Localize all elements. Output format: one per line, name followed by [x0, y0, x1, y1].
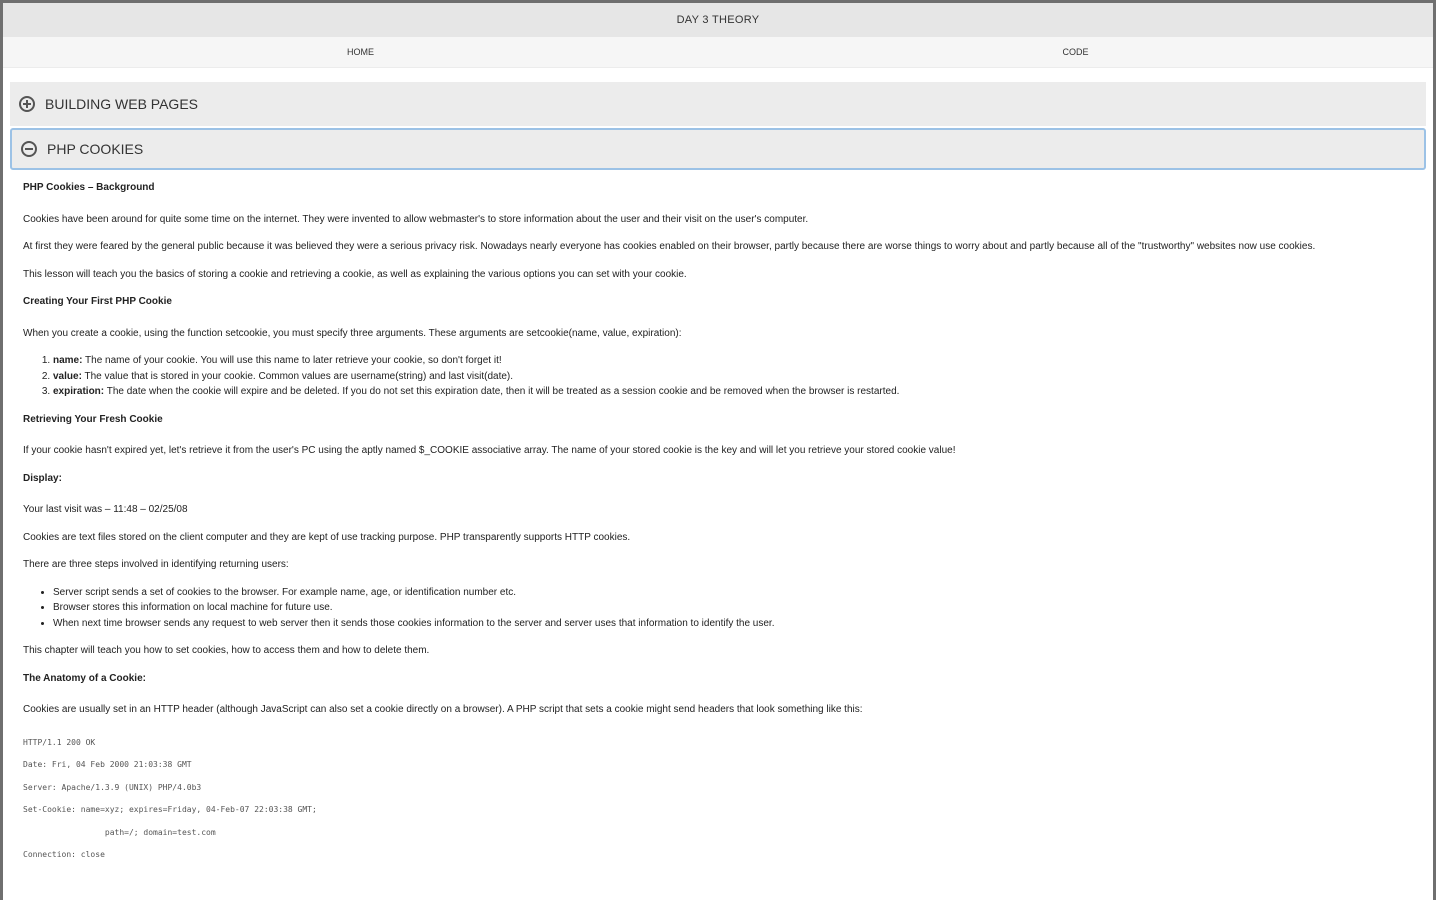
tab-code[interactable] — [718, 37, 1433, 67]
tab-home-label: HOME — [347, 47, 374, 57]
paragraph-7: Cookies are text files stored on the client computer and they are kept of use tracking purpose. PHP transparently supports HTTP cookies. — [23, 531, 631, 543]
arguments-list — [23, 353, 1413, 400]
nav-bar — [3, 37, 1433, 68]
code-line: HTTP/1.1 200 OK — [23, 737, 96, 747]
accordion-php-cookies[interactable] — [10, 128, 1426, 170]
argument-desc: The name of your cookie. You will use this name to later retrieve your cookie, so don't forget it! — [82, 355, 502, 366]
list-item: • Server script sends a set of cookies to the browser. For example name, age, or identification number etc. — [53, 585, 1413, 601]
list-item: • Browser stores this information on local machine for future use. — [53, 600, 1413, 616]
argument-term: expiration: — [53, 386, 105, 397]
accordion-building-web-pages[interactable] — [10, 82, 1426, 126]
heading-creating: Creating Your First PHP Cookie — [23, 296, 172, 307]
heading-display: Display: — [23, 472, 62, 484]
code-line: Set-Cookie: name=xyz; expires=Friday, 04-Feb-07 22:03:38 GMT; — [23, 805, 317, 814]
list-item — [53, 353, 1413, 369]
argument-desc: The value that is stored in your cookie. Common values are username(string) and last visit(date). — [81, 370, 514, 382]
heading-retrieving: Retrieving Your Fresh Cookie — [23, 413, 163, 425]
list-item — [53, 384, 1413, 400]
page-title: DAY 3 THEORY — [676, 14, 760, 26]
code-line: path=/; domain=test.com — [23, 827, 216, 837]
paragraph-4: When you create a cookie, using the function setcookie, you must specify three arguments. These arguments are setcookie(name, value, expiration): — [23, 327, 682, 339]
paragraph-5: If your cookie hasn't expired yet, let's retrieve it from the user's PC using the aptly named $_COOKIE associative array. The name of your stored cookie is the key and will let you retrieve your stored cookie value! — [23, 445, 956, 456]
accordion-building-title: BUILDING WEB PAGES — [45, 96, 198, 112]
paragraph-9: This chapter will teach you how to set cookies, how to access them and how to delete them. — [23, 645, 430, 656]
code-line: Server: Apache/1.3.9 (UNIX) PHP/4.0b3 — [23, 782, 202, 792]
list-item — [53, 369, 1413, 385]
tab-code-label: CODE — [1062, 47, 1089, 57]
accordion-php-cookies-content — [10, 170, 1426, 867]
heading-anatomy: The Anatomy of a Cookie: — [23, 672, 146, 684]
code-line: Date: Fri, 04 Feb 2000 21:03:38 GMT — [23, 760, 192, 769]
paragraph-3: This lesson will teach you the basics of storing a cookie and retrieving a cookie, as well as explaining the various options you can set with your cookie. — [23, 268, 687, 280]
accordion-cookies-title: PHP COOKIES — [47, 141, 144, 157]
code-block — [23, 732, 1413, 867]
list-item: • When next time browser sends any request to web server then it sends those cookies information to the server and server uses that information to identify the user. — [53, 616, 1413, 632]
argument-term: name: — [53, 355, 83, 366]
argument-term: value: — [53, 370, 82, 382]
code-line: Connection: close — [23, 850, 105, 859]
paragraph-10: Cookies are usually set in an HTTP header (although JavaScript can also set a cookie directly on a browser). A PHP script that sets a cookie might send headers that look something like this: — [23, 704, 863, 715]
argument-desc: The date when the cookie will expire and be deleted. If you do not set this expiration date, then it will be treated as a session cookie and be removed when the browser is restarted. — [104, 386, 900, 397]
paragraph-2: At first they were feared by the general public because it was believed they were a serious privacy risk. Nowadays nearly everyone has cookies enabled on their browser, partly because there are worse things to worry about and partly because all of the "trustworthy" websites now use cookies. — [23, 241, 1316, 252]
tab-home[interactable] — [3, 37, 718, 67]
title-bar — [3, 3, 1433, 37]
minus-circle-icon — [21, 141, 37, 157]
main-content — [3, 82, 1433, 867]
heading-background: PHP Cookies – Background — [23, 182, 155, 193]
plus-circle-icon — [19, 96, 35, 112]
paragraph-1: Cookies have been around for quite some time on the internet. They were invented to allow webmaster's to store information about the user and their visit on the user's computer. — [23, 213, 809, 225]
paragraph-8: There are three steps involved in identifying returning users: — [23, 559, 289, 570]
steps-list — [23, 585, 1413, 632]
paragraph-6: Your last visit was – 11:48 – 02/25/08 — [23, 504, 188, 515]
